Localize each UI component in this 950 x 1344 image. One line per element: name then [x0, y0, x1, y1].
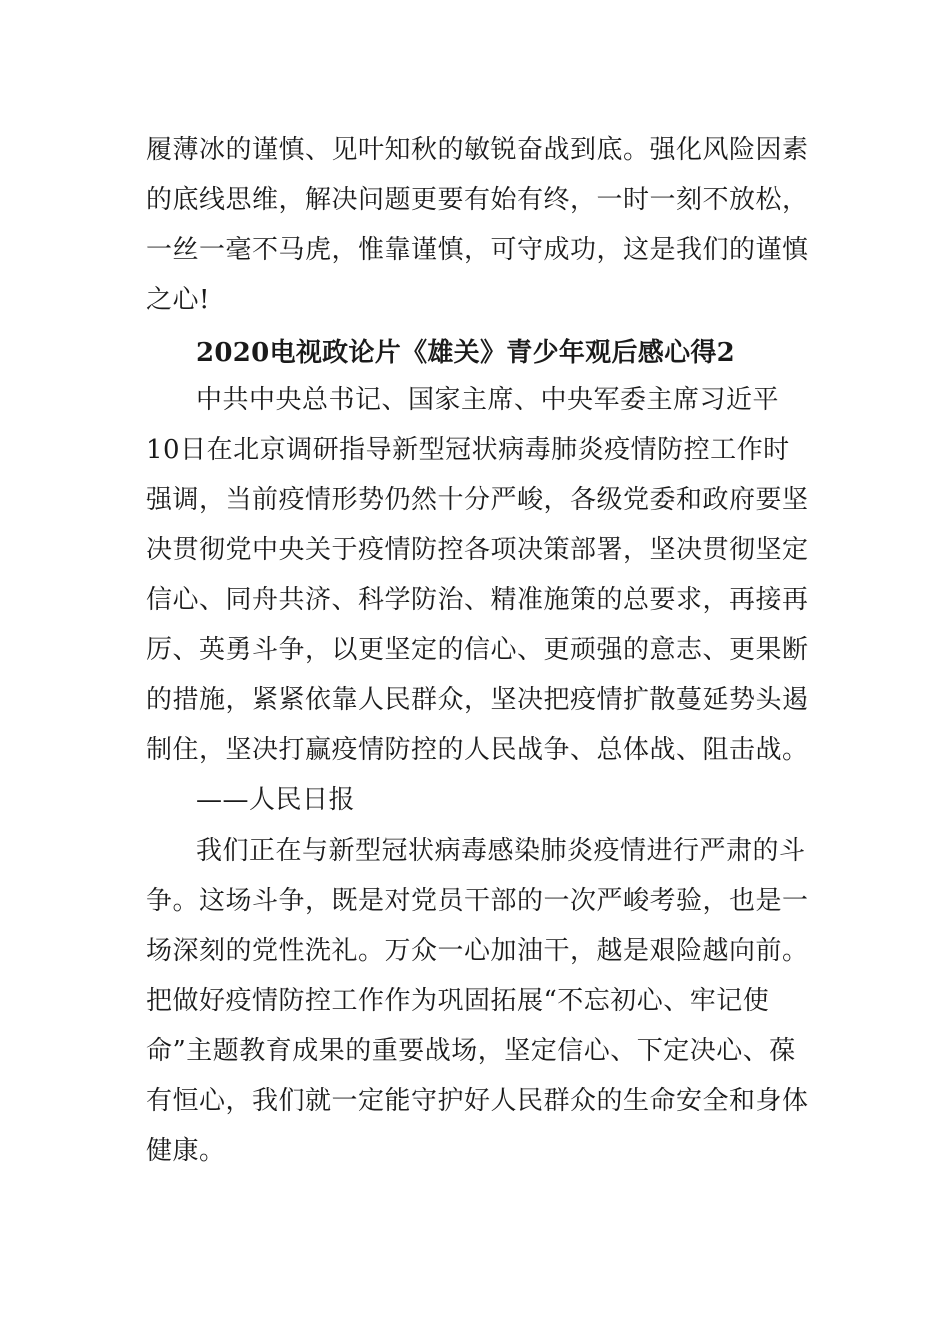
- paragraph-prev-line-4: 之心!: [146, 285, 210, 315]
- paragraph-prev-line-3: 一丝一毫不马虎，惟靠谨慎，可守成功，这是我们的谨慎: [146, 235, 809, 265]
- paragraph-2-line-5: 命”主题教育成果的重要战场，坚定信心、下定决心、葆: [146, 1036, 796, 1066]
- section-title: 2020电视政论片《雄关》青少年观后感心得2: [196, 338, 736, 368]
- paragraph-1-line-4: 决贯彻党中央关于疫情防控各项决策部署，坚决贯彻坚定: [146, 535, 809, 565]
- paragraph-2-line-4: 把做好疫情防控工作作为巩固拓展“不忘初心、牢记使: [146, 986, 770, 1016]
- paragraph-1-line-7: 的措施，紧紧依靠人民群众，坚决把疫情扩散蔓延势头遏: [146, 685, 809, 715]
- paragraph-prev-line-1: 履薄冰的谨慎、见叶知秋的敏锐奋战到底。强化风险因素: [146, 135, 809, 165]
- paragraph-1-line-3: 强调，当前疫情形势仍然十分严峻，各级党委和政府要坚: [146, 485, 809, 515]
- paragraph-2-line-7: 健康。: [146, 1136, 226, 1166]
- paragraph-2-line-6: 有恒心，我们就一定能守护好人民群众的生命安全和身体: [146, 1086, 809, 1116]
- paragraph-1-line-5: 信心、同舟共济、科学防治、精准施策的总要求，再接再: [146, 585, 809, 615]
- paragraph-2-line-1: 我们正在与新型冠状病毒感染肺炎疫情进行严肃的斗: [196, 836, 806, 866]
- paragraph-2-line-3: 场深刻的党性洗礼。万众一心加油干，越是艰险越向前。: [146, 936, 809, 966]
- paragraph-1-line-8: 制住，坚决打赢疫情防控的人民战争、总体战、阻击战。: [146, 735, 809, 765]
- paragraph-prev-line-2: 的底线思维，解决问题更要有始有终，一时一刻不放松，: [146, 185, 809, 215]
- paragraph-1-line-1: 中共中央总书记、国家主席、中央军委主席习近平: [196, 385, 780, 415]
- paragraph-2-line-2: 争。这场斗争，既是对党员干部的一次严峻考验，也是一: [146, 886, 809, 916]
- paragraph-1-line-2: 10日在北京调研指导新型冠状病毒肺炎疫情防控工作时: [146, 435, 790, 465]
- paragraph-1-line-6: 厉、英勇斗争，以更坚定的信心、更顽强的意志、更果断: [146, 635, 809, 665]
- source-line: ——人民日报: [196, 785, 356, 815]
